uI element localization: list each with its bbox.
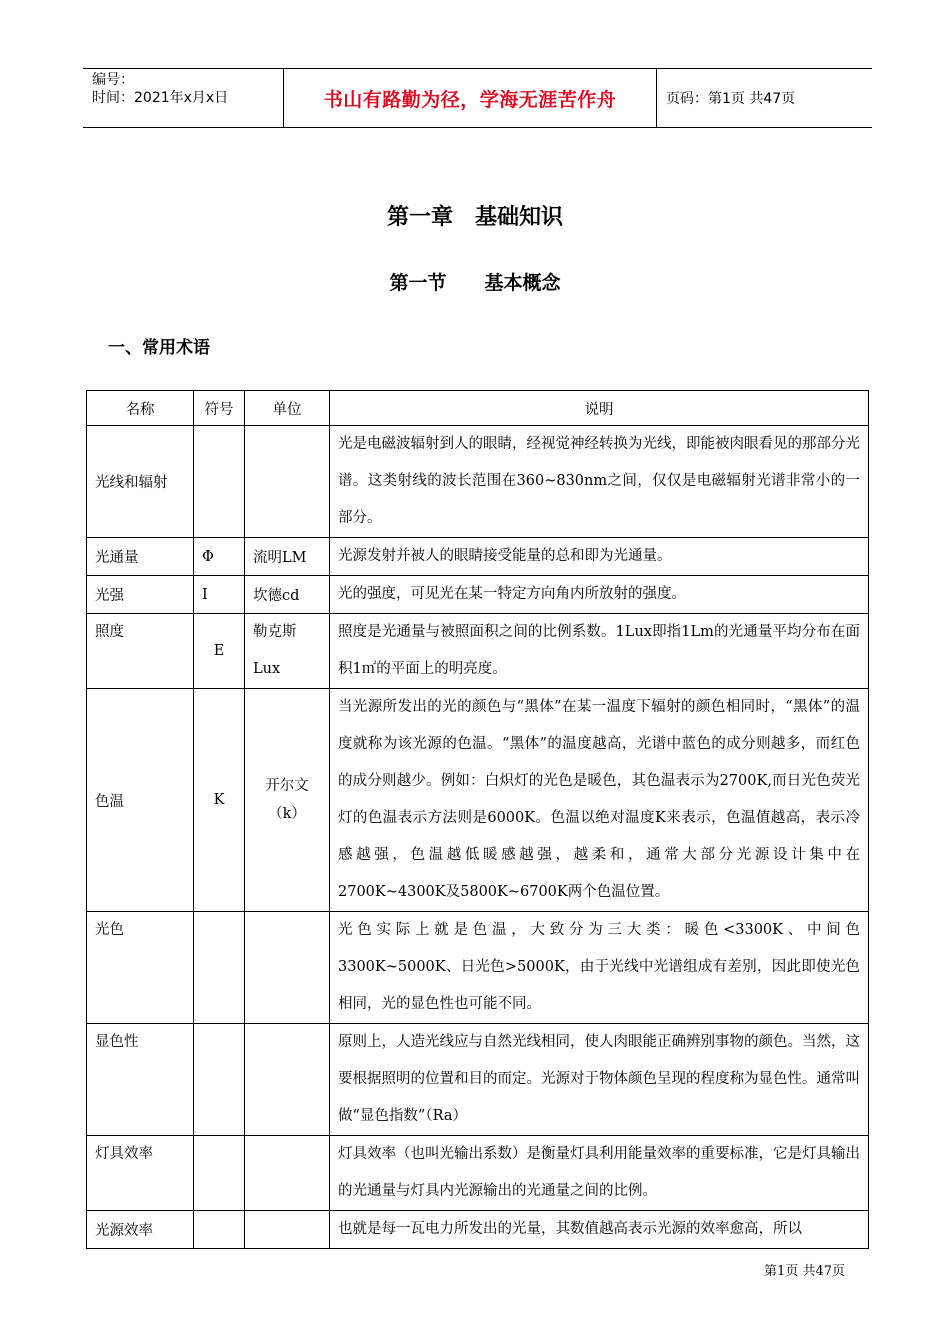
- section-title: 第一节 基本概念: [389, 272, 561, 294]
- term-unit: [245, 1024, 330, 1136]
- chapter-title: 第一章 基础知识: [386, 205, 563, 230]
- term-description: 原则上，人造光线应与自然光线相同，使人肉眼能正确辨别事物的颜色。当然，这要根据照明的位置和目的而定。光源对于物体颜色呈现的程度称为显色性。通常叫做“显色指数”（Ra）: [330, 1024, 869, 1136]
- term-symbol: I: [194, 576, 245, 614]
- term-symbol: E: [194, 614, 245, 689]
- term-symbol: K: [194, 689, 245, 912]
- term-unit: [245, 426, 330, 538]
- term-symbol: [194, 1024, 245, 1136]
- table-row: [87, 576, 869, 614]
- term-description: 光源发射并被人的眼睛接受能量的总和即为光通量。: [330, 538, 869, 576]
- page-header: [83, 68, 872, 128]
- column-header-unit: 单位: [245, 391, 330, 426]
- term-name: 色温: [87, 689, 194, 912]
- term-symbol: [194, 1211, 245, 1249]
- term-unit: [245, 1211, 330, 1249]
- term-name: 光线和辐射: [87, 426, 194, 538]
- term-unit: 开尔文（k）: [245, 689, 330, 912]
- term-unit: 勒克斯Lux: [245, 614, 330, 689]
- term-description: 当光源所发出的光的颜色与“黑体”在某一温度下辐射的颜色相同时，“黑体”的温度就称为该光源的色温。“黑体”的温度越高，光谱中蓝色的成分则越多，而红色的成分则越少。例如：白炽灯的光色是暖色，其色温表示为2700K,而日光色荧光灯的色温表示方法则是6000K。色温以绝对温度K来表示，色温值越高，表示冷感越强，色温越低暖感越强，越柔和，通常大部分光源设计集中在2700K~4300K及5800K~6700K两个色温位置。: [330, 689, 869, 912]
- term-name: 显色性: [87, 1024, 194, 1136]
- term-description: 照度是光通量与被照面积之间的比例系数。1Lux即指1Lm的光通量平均分布在面积1㎡的平面上的明亮度。: [330, 614, 869, 689]
- term-name: 光色: [87, 912, 194, 1024]
- term-name: 光源效率: [87, 1211, 194, 1249]
- term-unit: [245, 1136, 330, 1211]
- table-row: [87, 1024, 869, 1136]
- table-row: [87, 1136, 869, 1211]
- column-header-symbol: 符号: [194, 391, 245, 426]
- column-header-name: 名称: [87, 391, 194, 426]
- term-name: 光通量: [87, 538, 194, 576]
- terms-table: [86, 390, 869, 1249]
- term-symbol: [194, 1136, 245, 1211]
- term-unit: [245, 912, 330, 1024]
- table-header-row: [87, 391, 869, 426]
- term-description: 光色实际上就是色温，大致分为三大类：暖色<3300K、中间色3300K~5000K、日光色>5000K，由于光线中光谱组成有差别，因此即使光色相同，光的显色性也可能不同。: [330, 912, 869, 1024]
- term-unit: 坎德cd: [245, 576, 330, 614]
- term-description: 灯具效率（也叫光输出系数）是衡量灯具利用能量效率的重要标准，它是灯具输出的光通量与灯具内光源输出的光通量之间的比例。: [330, 1136, 869, 1211]
- term-name: 照度: [87, 614, 194, 689]
- term-symbol: [194, 912, 245, 1024]
- header-page-info: 页码：第1页 共47页: [666, 91, 796, 107]
- table-row: [87, 912, 869, 1024]
- table-row: [87, 1211, 869, 1249]
- document-date: 时间：2021年x月x日: [92, 90, 229, 106]
- column-header-description: 说明: [330, 391, 869, 426]
- term-description: 光的强度，可见光在某一特定方向角内所放射的强度。: [330, 576, 869, 614]
- term-name: 光强: [87, 576, 194, 614]
- term-description: 也就是每一瓦电力所发出的光量，其数值越高表示光源的效率愈高，所以: [330, 1211, 869, 1249]
- table-row: [87, 614, 869, 689]
- table-row: [87, 426, 869, 538]
- table-row: [87, 538, 869, 576]
- term-symbol: [194, 426, 245, 538]
- document-number-label: 编号：: [92, 72, 134, 88]
- table-row: [87, 689, 869, 912]
- header-left-cell: [83, 69, 284, 127]
- page-footer: 第1页 共47页: [764, 1264, 845, 1279]
- term-name: 灯具效率: [87, 1136, 194, 1211]
- term-symbol: Φ: [194, 538, 245, 576]
- subsection-title: 一、常用术语: [108, 338, 210, 358]
- term-description: 光是电磁波辐射到人的眼睛，经视觉神经转换为光线，即能被肉眼看见的那部分光谱。这类射线的波长范围在360~830nm之间，仅仅是电磁辐射光谱非常小的一部分。: [330, 426, 869, 538]
- term-unit: 流明LM: [245, 538, 330, 576]
- header-motto: 书山有路勤为径，学海无涯苦作舟: [284, 69, 657, 127]
